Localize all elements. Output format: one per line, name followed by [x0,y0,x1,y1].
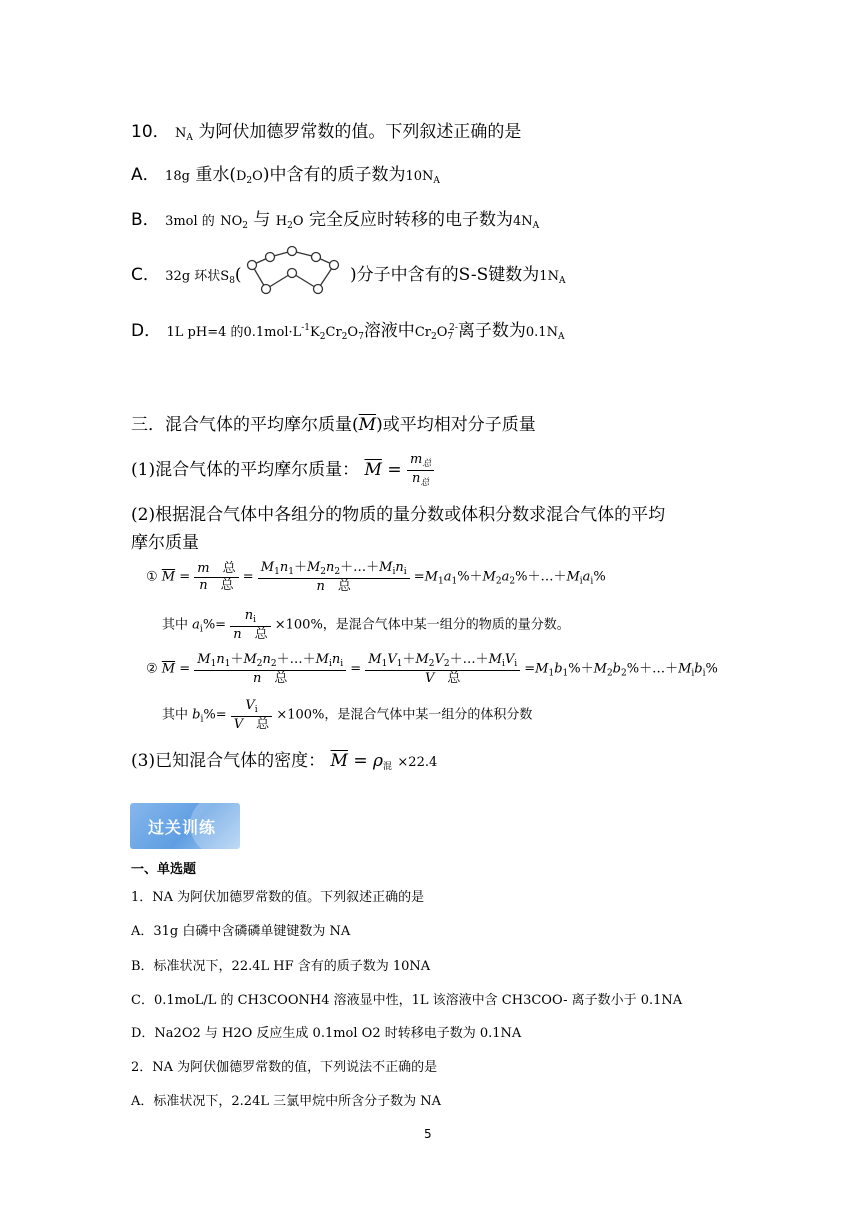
avg-molar-mass-symbol: $\overline{M}$ [358,415,377,435]
s8-ring-structure [244,243,344,299]
page-number: 5 [424,1127,432,1141]
q10-option-b: B． 3mol 的 $NO_2$ 与 $H_2O$ 完全反应时转移的电子数为$4N_A$ [131,210,540,231]
section3-p1: (1)混合气体的平均摩尔质量： $\overline{M}$ = $\frac{m_总}{n_总}$ [131,452,434,489]
practice-q2-a: A．标准状况下，2.24L 三氯甲烷中所含分子数为 NA [131,1094,441,1109]
s8-formula: $S_8$ [220,269,235,286]
formula-2: ② $\overline{M}$ = $\frac{M_1n_1+M_2n_2+\dots+M_in_i}{\text{n 总}}$ = $\frac{M_1V_1+M_2V_2+\dots+M_iV_i}{\text{V 总}}$ $=M_1b_1\%+M_2b_2\%+\dots+M_ib_i\%$ [146,652,718,686]
dichromate-ion: $Cr_2O_7^{2-}$ [414,323,458,342]
practice-q1-b: B．标准状况下，22.4L HF 含有的质子数为 10NA [131,959,431,974]
formula-1: ① $\overline{M}$ = $\frac{\text{m 总}}{\text{n 总}}$ = $\frac{M_1n_1+M_2n_2+\dots+M_in_i}{\text{n 总}}$ $=M_1a_1\%+M_2a_2\%+\dots+M_ia_i\%$ [146,560,606,594]
formula-1-note: 其中 $a_i\%=$ $\frac{n_i}{\text{n 总}}$ ×100%，是混合气体中某一组分的物质的量分数。 [162,608,570,642]
practice-q2: 2．NA 为阿伏伽德罗常数的值，下列说法不正确的是 [131,1060,438,1075]
section3-title: 三．混合气体的平均摩尔质量$(\overline{M})$或平均相对分子质量 [131,415,536,435]
section3-p2a: (2)根据混合气体中各组分的物质的量分数或体积分数求混合气体的平均 [131,505,666,525]
practice-q1-d: D．Na2O2 与 H2O 反应生成 0.1mol O2 时转移电子数为 0.1NA [131,1026,522,1041]
practice-q1-c: C．0.1moL/L 的 CH3COONH4 溶液显中性，1L 该溶液中含 CH3COO- 离子数小于 0.1NA [131,993,683,1008]
h2o-formula: $H_2O$ [275,214,304,231]
single-choice-heading: 一、单选题 [131,862,197,877]
m-over-n-fraction: $\frac{m_总}{n_总}$ [407,452,434,489]
na-symbol: $N_A$ [175,126,193,143]
q10-option-c-tail: )分子中含有的S-S键数为$1N_A$ [350,265,566,286]
no2-formula: $NO_2$ [220,214,248,231]
section3-p2b: 摩尔质量 [131,533,199,553]
q10-option-c: C． 32g 环状$S_8$( [131,265,242,286]
dichromate-concentration: $0.1mol\cdot L^{-1}K_2Cr_2O_7$ [243,323,364,342]
d2o-formula: $D_2O$ [235,169,263,186]
practice-q1-a: A．31g 白磷中含磷磷单键键数为 NA [131,924,351,939]
section3-p3: (3)已知混合气体的密度： $\overline{M} = \rho_混 \times 22.4$ [131,751,438,772]
formula-2-note: 其中 $b_i\%=$ $\frac{V_i}{\text{V 总}}$ ×100%，是混合气体中某一组分的体积分数 [162,698,533,732]
q10-option-a: A． 18g 重水$(D_2O)$中含有的质子数为$10N_A$ [131,165,440,186]
practice-badge: 过关训练 [130,803,240,849]
practice-q1: 1．NA 为阿伏加德罗常数的值。下列叙述正确的是 [131,890,425,905]
q10-option-d: D． 1L pH=4 的$0.1mol\cdot L^{-1}K_2Cr_2O_7$溶液中$Cr_2O_7^{2-}$离子数为$0.1N_A$ [131,321,565,342]
q10-stem: 10． $N_A$ 为阿伏加德罗常数的值。下列叙述正确的是 [131,122,522,143]
